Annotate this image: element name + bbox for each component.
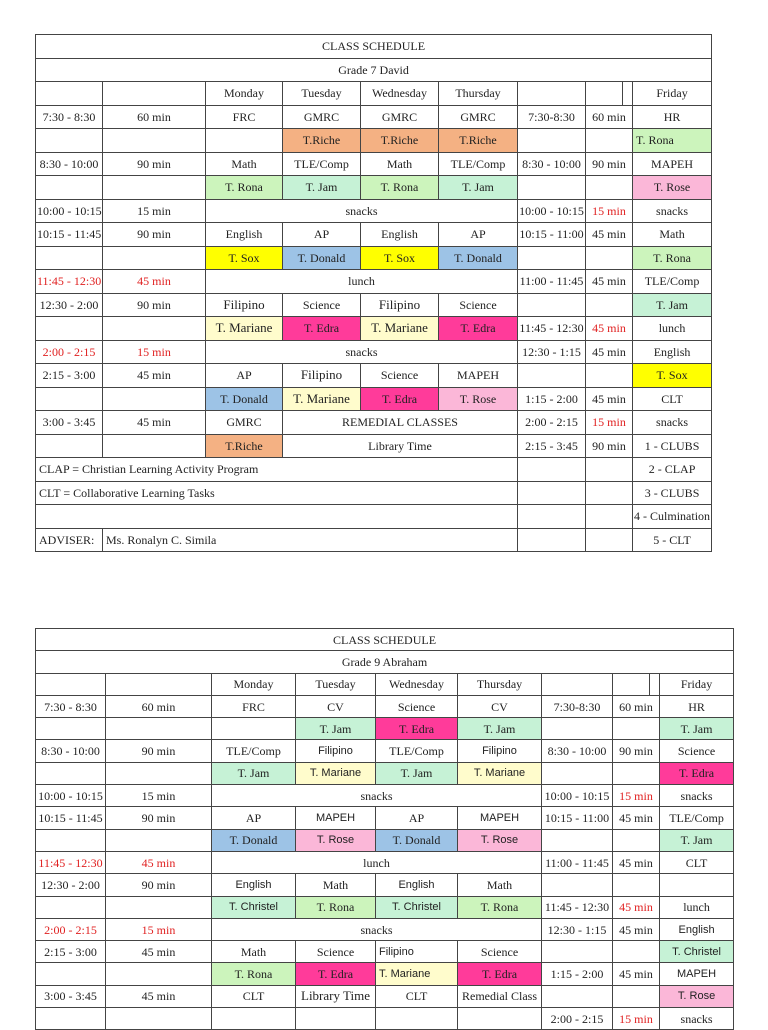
friday-subject-cell: snacks bbox=[660, 785, 734, 807]
teacher-cell: T. Mariane bbox=[361, 317, 439, 341]
friday-duration-cell: 15 min bbox=[586, 411, 633, 435]
teacher-cell: T. Jam bbox=[283, 176, 361, 200]
duration-cell: 45 min bbox=[103, 364, 206, 388]
duration-cell: 90 min bbox=[103, 152, 206, 176]
friday-duration-cell: 15 min bbox=[613, 785, 660, 807]
teacher-cell: T. Jam bbox=[376, 762, 458, 784]
day-thursday: Thursday bbox=[439, 82, 518, 106]
duration-cell: 45 min bbox=[106, 985, 212, 1007]
friday-time-cell: 10:00 - 10:15 bbox=[542, 785, 613, 807]
time-cell: 2:00 - 2:15 bbox=[36, 340, 103, 364]
table-row bbox=[36, 270, 712, 294]
teacher-cell: T. Rose bbox=[296, 829, 376, 851]
time-cell: 8:30 - 10:00 bbox=[36, 152, 103, 176]
subject-cell: AP bbox=[283, 223, 361, 247]
table-row bbox=[36, 1008, 734, 1030]
day-header-row bbox=[36, 82, 712, 106]
library-cell: Library Time bbox=[283, 434, 518, 458]
subject-cell: Math bbox=[206, 152, 283, 176]
friday-time-cell: 2:00 - 2:15 bbox=[518, 411, 586, 435]
teacher-cell: T. Edra bbox=[458, 963, 542, 985]
friday-time-cell: 2:00 - 2:15 bbox=[542, 1008, 613, 1030]
friday-duration-cell: 45 min bbox=[586, 223, 633, 247]
friday-subject-cell: lunch bbox=[633, 317, 712, 341]
time-cell: 7:30 - 8:30 bbox=[36, 105, 103, 129]
friday-duration-cell: 45 min bbox=[613, 807, 660, 829]
friday-subject-cell: 4 - Culmination bbox=[633, 505, 712, 529]
section-name: Grade 7 David bbox=[36, 58, 712, 82]
friday-duration-cell: 15 min bbox=[613, 1008, 660, 1030]
friday-time-cell: 11:00 - 11:45 bbox=[542, 851, 613, 873]
friday-subject-cell: MAPEH bbox=[633, 152, 712, 176]
subject-cell: Science bbox=[458, 941, 542, 963]
subject-cell: MAPEH bbox=[458, 807, 542, 829]
table-row bbox=[36, 481, 712, 505]
subject-cell: Filipino bbox=[458, 740, 542, 762]
duration-cell: 60 min bbox=[106, 695, 212, 717]
day-friday: Friday bbox=[633, 82, 712, 106]
subject-cell: Math bbox=[296, 874, 376, 896]
friday-teacher-cell: T. Rose bbox=[633, 176, 712, 200]
duration-cell: 90 min bbox=[106, 874, 212, 896]
table-row bbox=[36, 246, 712, 270]
teacher-cell: T. Rona bbox=[296, 896, 376, 918]
subject-cell: English bbox=[361, 223, 439, 247]
friday-subject-cell: HR bbox=[660, 695, 734, 717]
day-friday: Friday bbox=[660, 673, 734, 695]
subject-cell: AP bbox=[212, 807, 296, 829]
duration-cell: 45 min bbox=[106, 941, 212, 963]
friday-duration-cell: 45 min bbox=[586, 270, 633, 294]
subject-cell: Science bbox=[376, 695, 458, 717]
table-row bbox=[36, 740, 734, 762]
teacher-cell: T. Rose bbox=[439, 387, 518, 411]
time-cell: 12:30 - 2:00 bbox=[36, 874, 106, 896]
friday-time-cell: 11:45 - 12:30 bbox=[542, 896, 613, 918]
legend-note: CLT = Collaborative Learning Tasks bbox=[36, 481, 518, 505]
duration-cell: 90 min bbox=[106, 740, 212, 762]
table-row bbox=[36, 434, 712, 458]
day-thursday: Thursday bbox=[458, 673, 542, 695]
table-row bbox=[36, 223, 712, 247]
time-cell: 10:00 - 10:15 bbox=[36, 785, 106, 807]
teacher-cell: T. Donald bbox=[439, 246, 518, 270]
teacher-cell: T. Donald bbox=[206, 387, 283, 411]
friday-subject-cell: English bbox=[660, 918, 734, 940]
day-monday: Monday bbox=[206, 82, 283, 106]
subject-cell: GMRC bbox=[361, 105, 439, 129]
friday-teacher-cell: T. Jam bbox=[633, 293, 712, 317]
time-cell: 11:45 - 12:30 bbox=[36, 851, 106, 873]
table-row bbox=[36, 963, 734, 985]
table-row bbox=[36, 105, 712, 129]
friday-subject-cell: CLT bbox=[633, 387, 712, 411]
table-row bbox=[36, 293, 712, 317]
friday-duration-cell: 15 min bbox=[586, 199, 633, 223]
friday-duration-cell: 90 min bbox=[586, 434, 633, 458]
friday-time-cell: 2:15 - 3:45 bbox=[518, 434, 586, 458]
duration-cell: 90 min bbox=[103, 223, 206, 247]
subject-cell: Math bbox=[361, 152, 439, 176]
table-row bbox=[36, 807, 734, 829]
teacher-cell: T. Jam bbox=[296, 718, 376, 740]
time-cell: 2:15 - 3:00 bbox=[36, 364, 103, 388]
teacher-cell: T. Jam bbox=[212, 762, 296, 784]
friday-duration-cell: 90 min bbox=[586, 152, 633, 176]
break-cell: snacks bbox=[206, 340, 518, 364]
schedule-title: CLASS SCHEDULE bbox=[36, 35, 712, 59]
break-cell: snacks bbox=[212, 918, 542, 940]
friday-duration-cell: 60 min bbox=[613, 695, 660, 717]
adviser-label: ADVISER: bbox=[36, 528, 103, 552]
day-wednesday: Wednesday bbox=[376, 673, 458, 695]
table-row bbox=[36, 896, 734, 918]
friday-subject-cell: Science bbox=[660, 740, 734, 762]
teacher-cell: T. Jam bbox=[439, 176, 518, 200]
duration-cell: 15 min bbox=[106, 918, 212, 940]
table-row bbox=[36, 129, 712, 153]
remedial-cell: REMEDIAL CLASSES bbox=[283, 411, 518, 435]
friday-subject-cell: HR bbox=[633, 105, 712, 129]
table-row bbox=[36, 176, 712, 200]
subject-cell: FRC bbox=[212, 695, 296, 717]
teacher-cell: T. Mariane bbox=[283, 387, 361, 411]
friday-time-cell: 7:30-8:30 bbox=[542, 695, 613, 717]
table-row bbox=[36, 874, 734, 896]
subject-cell: Science bbox=[283, 293, 361, 317]
table-row bbox=[36, 829, 734, 851]
subject-cell: MAPEH bbox=[439, 364, 518, 388]
subject-cell: TLE/Comp bbox=[212, 740, 296, 762]
teacher-cell: T. Mariane bbox=[206, 317, 283, 341]
time-cell: 8:30 - 10:00 bbox=[36, 740, 106, 762]
day-header-row bbox=[36, 673, 734, 695]
table-row bbox=[36, 528, 712, 552]
teacher-cell: T. Mariane bbox=[458, 762, 542, 784]
table-row bbox=[36, 918, 734, 940]
friday-duration-cell: 90 min bbox=[613, 740, 660, 762]
subject-cell: AP bbox=[376, 807, 458, 829]
friday-subject-cell: TLE/Comp bbox=[633, 270, 712, 294]
schedule-title: CLASS SCHEDULE bbox=[36, 629, 734, 651]
break-cell: snacks bbox=[206, 199, 518, 223]
time-cell: 10:15 - 11:45 bbox=[36, 223, 103, 247]
table-row bbox=[36, 340, 712, 364]
adviser-name: Ms. Ronalyn C. Simila bbox=[103, 528, 518, 552]
friday-subject-cell: snacks bbox=[633, 411, 712, 435]
day-monday: Monday bbox=[212, 673, 296, 695]
subject-cell: Science bbox=[361, 364, 439, 388]
subject-cell: Filipino bbox=[376, 941, 458, 963]
friday-time-cell: 8:30 - 10:00 bbox=[542, 740, 613, 762]
friday-time-cell: 11:45 - 12:30 bbox=[518, 317, 586, 341]
teacher-cell: T. Rona bbox=[206, 176, 283, 200]
subject-cell: AP bbox=[206, 364, 283, 388]
subject-cell: Science bbox=[439, 293, 518, 317]
break-cell: snacks bbox=[212, 785, 542, 807]
break-cell: lunch bbox=[206, 270, 518, 294]
friday-time-cell: 1:15 - 2:00 bbox=[518, 387, 586, 411]
section-row bbox=[36, 58, 712, 82]
table-row bbox=[36, 505, 712, 529]
friday-time-cell: 10:00 - 10:15 bbox=[518, 199, 586, 223]
break-cell: lunch bbox=[212, 851, 542, 873]
duration-cell: 15 min bbox=[103, 340, 206, 364]
friday-time-cell: 10:15 - 11:00 bbox=[542, 807, 613, 829]
table-row bbox=[36, 785, 734, 807]
friday-duration-cell: 45 min bbox=[613, 851, 660, 873]
duration-cell: 15 min bbox=[103, 199, 206, 223]
section-row bbox=[36, 651, 734, 673]
teacher-cell: T. Mariane bbox=[296, 762, 376, 784]
subject-cell: English bbox=[376, 874, 458, 896]
subject-cell: English bbox=[206, 223, 283, 247]
subject-cell: Filipino bbox=[206, 293, 283, 317]
subject-cell: GMRC bbox=[439, 105, 518, 129]
friday-teacher-cell: T. Jam bbox=[660, 718, 734, 740]
subject-cell: TLE/Comp bbox=[439, 152, 518, 176]
time-cell: 12:30 - 2:00 bbox=[36, 293, 103, 317]
subject-cell: English bbox=[212, 874, 296, 896]
table-row bbox=[36, 985, 734, 1007]
duration-cell: 45 min bbox=[106, 851, 212, 873]
friday-duration-cell: 45 min bbox=[586, 317, 633, 341]
legend-note: CLAP = Christian Learning Activity Program bbox=[36, 458, 518, 482]
teacher-cell: T. Rose bbox=[458, 829, 542, 851]
teacher-cell: T. Christel bbox=[212, 896, 296, 918]
section-name: Grade 9 Abraham bbox=[36, 651, 734, 673]
subject-cell: CLT bbox=[376, 985, 458, 1007]
teacher-cell: T. Sox bbox=[206, 246, 283, 270]
day-tuesday: Tuesday bbox=[296, 673, 376, 695]
teacher-cell: T. Rona bbox=[458, 896, 542, 918]
subject-cell: GMRC bbox=[206, 411, 283, 435]
friday-subject-cell: Math bbox=[633, 223, 712, 247]
friday-duration-cell: 60 min bbox=[586, 105, 633, 129]
subject-cell: CV bbox=[296, 695, 376, 717]
friday-subject-cell: lunch bbox=[660, 896, 734, 918]
subject-cell: TLE/Comp bbox=[283, 152, 361, 176]
table-row bbox=[36, 458, 712, 482]
time-cell: 3:00 - 3:45 bbox=[36, 411, 103, 435]
teacher-cell: T. Jam bbox=[458, 718, 542, 740]
friday-subject-cell: 2 - CLAP bbox=[633, 458, 712, 482]
friday-time-cell: 12:30 - 1:15 bbox=[542, 918, 613, 940]
table-row bbox=[36, 411, 712, 435]
friday-teacher-cell: T. Christel bbox=[660, 941, 734, 963]
subject-cell: GMRC bbox=[283, 105, 361, 129]
schedule-grade7-table bbox=[35, 34, 712, 552]
teacher-cell: T. Rona bbox=[212, 963, 296, 985]
friday-time-cell: 7:30-8:30 bbox=[518, 105, 586, 129]
table-row bbox=[36, 851, 734, 873]
teacher-cell: T. Edra bbox=[296, 963, 376, 985]
friday-duration-cell: 45 min bbox=[613, 896, 660, 918]
teacher-cell: T. Edra bbox=[283, 317, 361, 341]
subject-cell: Math bbox=[458, 874, 542, 896]
subject-cell: Remedial Class bbox=[458, 985, 542, 1007]
duration-cell: 90 min bbox=[103, 293, 206, 317]
time-cell: 11:45 - 12:30 bbox=[36, 270, 103, 294]
table-row bbox=[36, 941, 734, 963]
friday-teacher-cell: T. Sox bbox=[633, 364, 712, 388]
subject-cell: CLT bbox=[212, 985, 296, 1007]
teacher-cell: T.Riche bbox=[439, 129, 518, 153]
friday-teacher-cell: T. Rona bbox=[633, 129, 712, 153]
subject-cell: Science bbox=[296, 941, 376, 963]
table-row bbox=[36, 762, 734, 784]
friday-time-cell: 11:00 - 11:45 bbox=[518, 270, 586, 294]
friday-time-cell: 1:15 - 2:00 bbox=[542, 963, 613, 985]
duration-cell: 45 min bbox=[103, 270, 206, 294]
table-row bbox=[36, 199, 712, 223]
teacher-cell: T. Donald bbox=[376, 829, 458, 851]
subject-cell: Library Time bbox=[296, 985, 376, 1007]
time-cell: 2:15 - 3:00 bbox=[36, 941, 106, 963]
friday-teacher-cell: T. Edra bbox=[660, 762, 734, 784]
title-row bbox=[36, 629, 734, 651]
friday-subject-cell: 3 - CLUBS bbox=[633, 481, 712, 505]
friday-subject-cell: MAPEH bbox=[660, 963, 734, 985]
teacher-cell: T.Riche bbox=[361, 129, 439, 153]
friday-subject-cell: snacks bbox=[660, 1008, 734, 1030]
friday-teacher-cell: T. Rona bbox=[633, 246, 712, 270]
friday-subject-cell: 1 - CLUBS bbox=[633, 434, 712, 458]
teacher-cell: T. Mariane bbox=[376, 963, 458, 985]
teacher-cell: T. Sox bbox=[361, 246, 439, 270]
subject-cell: Filipino bbox=[296, 740, 376, 762]
schedule-grade9-table bbox=[35, 628, 734, 1030]
friday-teacher-cell: T. Rose bbox=[660, 985, 734, 1007]
subject-cell: FRC bbox=[206, 105, 283, 129]
table-row bbox=[36, 387, 712, 411]
subject-cell: Filipino bbox=[283, 364, 361, 388]
time-cell: 3:00 - 3:45 bbox=[36, 985, 106, 1007]
duration-cell: 15 min bbox=[106, 785, 212, 807]
teacher-cell: T. Edra bbox=[361, 387, 439, 411]
time-cell: 2:00 - 2:15 bbox=[36, 918, 106, 940]
table-row bbox=[36, 317, 712, 341]
friday-subject-cell: English bbox=[633, 340, 712, 364]
teacher-cell: T. Donald bbox=[212, 829, 296, 851]
day-wednesday: Wednesday bbox=[361, 82, 439, 106]
teacher-cell: T. Christel bbox=[376, 896, 458, 918]
subject-cell: Filipino bbox=[361, 293, 439, 317]
friday-duration-cell: 45 min bbox=[586, 340, 633, 364]
title-row bbox=[36, 35, 712, 59]
teacher-cell: T. Rona bbox=[361, 176, 439, 200]
teacher-cell: T.Riche bbox=[283, 129, 361, 153]
subject-cell: TLE/Comp bbox=[376, 740, 458, 762]
friday-subject-cell: snacks bbox=[633, 199, 712, 223]
subject-cell: MAPEH bbox=[296, 807, 376, 829]
friday-time-cell: 10:15 - 11:00 bbox=[518, 223, 586, 247]
friday-time-cell: 8:30 - 10:00 bbox=[518, 152, 586, 176]
duration-cell: 90 min bbox=[106, 807, 212, 829]
teacher-cell: T.Riche bbox=[206, 434, 283, 458]
friday-subject-cell: 5 - CLT bbox=[633, 528, 712, 552]
teacher-cell: T. Edra bbox=[439, 317, 518, 341]
teacher-cell: T. Edra bbox=[376, 718, 458, 740]
table-row bbox=[36, 152, 712, 176]
table-row bbox=[36, 364, 712, 388]
teacher-cell: T. Donald bbox=[283, 246, 361, 270]
day-tuesday: Tuesday bbox=[283, 82, 361, 106]
table-row bbox=[36, 695, 734, 717]
subject-cell: Math bbox=[212, 941, 296, 963]
friday-time-cell: 12:30 - 1:15 bbox=[518, 340, 586, 364]
subject-cell: AP bbox=[439, 223, 518, 247]
friday-duration-cell: 45 min bbox=[586, 387, 633, 411]
friday-duration-cell: 45 min bbox=[613, 918, 660, 940]
duration-cell: 45 min bbox=[103, 411, 206, 435]
time-cell: 10:00 - 10:15 bbox=[36, 199, 103, 223]
friday-subject-cell: TLE/Comp bbox=[660, 807, 734, 829]
duration-cell: 60 min bbox=[103, 105, 206, 129]
friday-duration-cell: 45 min bbox=[613, 963, 660, 985]
friday-subject-cell: CLT bbox=[660, 851, 734, 873]
time-cell: 7:30 - 8:30 bbox=[36, 695, 106, 717]
table-row bbox=[36, 718, 734, 740]
time-cell: 10:15 - 11:45 bbox=[36, 807, 106, 829]
friday-teacher-cell: T. Jam bbox=[660, 829, 734, 851]
subject-cell: CV bbox=[458, 695, 542, 717]
